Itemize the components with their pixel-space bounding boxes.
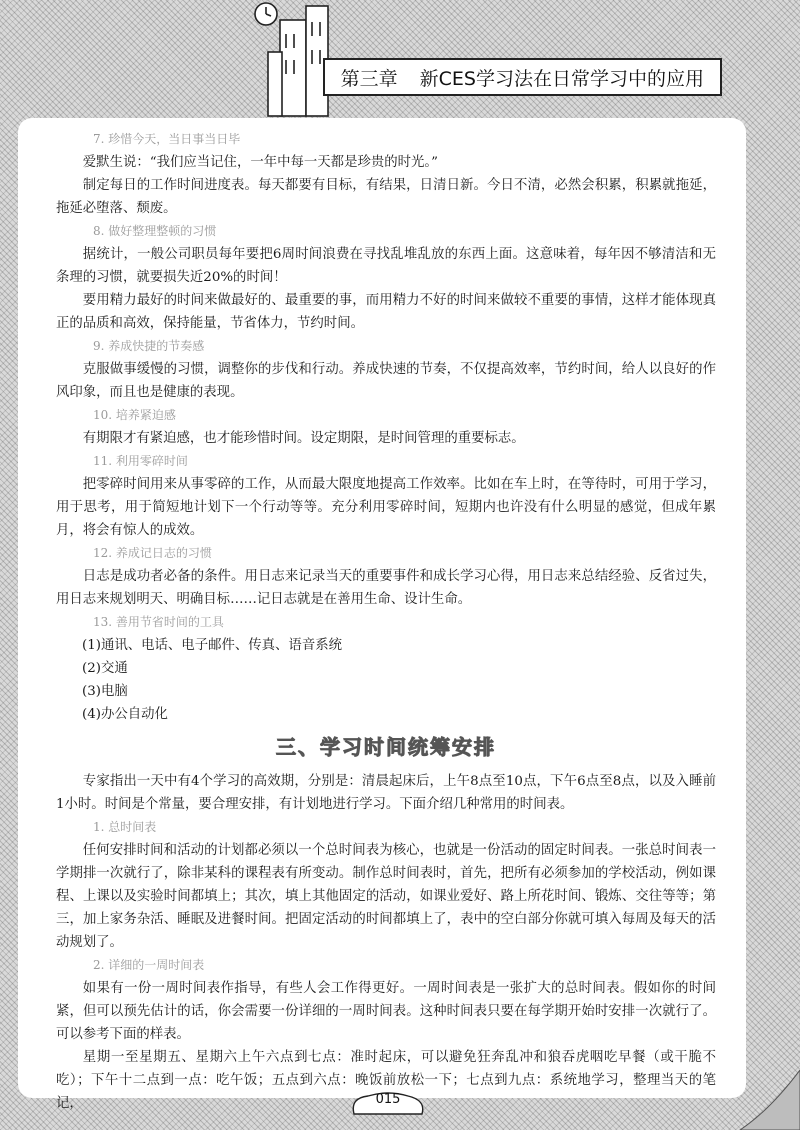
paragraph: 制定每日的工作时间进度表。每天都要有目标，有结果，日清日新。今日不清，必然会积累，积累就拖延，拖延必堕落、颓废。: [56, 178, 716, 216]
item-heading: 2. 详细的一周时间表: [93, 958, 205, 972]
list-item: (2)交通: [82, 661, 128, 676]
page-number: 015: [375, 1092, 401, 1107]
paragraph: 据统计，一般公司职员每年要把6周时间浪费在寻找乱堆乱放的东西上面。这意味着，每年因不够清洁和无条理的习惯，就要损失近20%的时间！: [56, 247, 716, 285]
item-heading: 13. 善用节省时间的工具: [93, 615, 224, 629]
paragraph: 有期限才有紧迫感，也才能珍惜时间。设定期限，是时间管理的重要标志。: [82, 431, 525, 446]
chapter-title: 新CES学习法在日常学习中的应用: [419, 67, 704, 90]
section-heading: 三、学习时间统筹安排: [276, 735, 496, 759]
item-heading: 9. 养成快捷的节奏感: [93, 339, 205, 353]
paragraph: 克服做事缓慢的习惯，调整你的步伐和行动。养成快速的节奏，不仅提高效率，节约时间，给人以良好的作风印象，而且也是健康的表现。: [56, 362, 716, 400]
list-item: (3)电脑: [82, 684, 128, 699]
list-item: (4)办公自动化: [82, 707, 168, 722]
item-heading: 8. 做好整理整顿的习惯: [93, 224, 217, 238]
item-heading: 1. 总时间表: [93, 820, 157, 834]
paragraph: 星期一至星期五、星期六上午六点到七点：准时起床，可以避免狂奔乱冲和狼吞虎咽吃早餐（或干脆不吃）；下午十二点到一点：吃午饭；五点到六点：晚饭前放松一下；七点到九点：系统地学习，整理当天的笔记，: [56, 1050, 716, 1111]
list-item: (1)通讯、电话、电子邮件、传真、语音系统: [82, 638, 342, 653]
paragraph: 爱默生说：“我们应当记住，一年中每一天都是珍贵的时光。”: [82, 155, 438, 170]
paragraph: 专家指出一天中有4个学习的高效期，分别是：清晨起床后，上午8点至10点，下午6点至8点，以及入睡前1小时。时间是个常量，要合理安排，有计划地进行学习。下面介绍几种常用的时间表。: [56, 774, 716, 812]
chapter-header: [323, 58, 722, 96]
page-curl-decoration: [730, 1070, 800, 1130]
item-heading: 7. 珍惜今天，当日事当日毕: [93, 132, 241, 146]
item-heading: 10. 培养紧迫感: [93, 408, 176, 422]
body-text: [56, 128, 716, 1115]
paragraph: 日志是成功者必备的条件。用日志来记录当天的重要事件和成长学习心得，用日志来总结经验、反省过失，用日志来规划明天、明确目标……记日志就是在善用生命、设计生命。: [56, 569, 716, 607]
item-heading: 12. 养成记日志的习惯: [93, 546, 212, 560]
chapter-label: 第三章: [340, 67, 398, 90]
paragraph: 把零碎时间用来从事零碎的工作，从而最大限度地提高工作效率。比如在车上时，在等待时，可用于学习，用于思考，用于简短地计划下一个行动等等。充分利用零碎时间，短期内也许没有什么明显的感觉，但成年累月，将会有惊人的成效。: [56, 477, 716, 538]
paragraph: 要用精力最好的时间来做最好的、最重要的事，而用精力不好的时间来做较不重要的事情，这样才能体现真正的品质和高效，保持能量，节省体力，节约时间。: [56, 293, 716, 331]
item-heading: 11. 利用零碎时间: [93, 454, 188, 468]
paragraph: 任何安排时间和活动的计划都必须以一个总时间表为核心，也就是一份活动的固定时间表。一张总时间表一学期排一次就行了，除非某科的课程表有所变动。制作总时间表时，首先，把所有必须参加的学校活动，例如课程、上课以及实验时间都填上；其次，填上其他固定的活动，如课业爱好、路上所花时间、锻炼、交往等等；第三，加上家务杂活、睡眠及进餐时间。把固定活动的时间都填上了，表中的空白部分你就可填入每周及每天的活动规划了。: [56, 843, 716, 950]
paragraph: 如果有一份一周时间表作指导，有些人会工作得更好。一周时间表是一张扩大的总时间表。假如你的时间紧，但可以预先估计的话，你会需要一份详细的一周时间表。这种时间表只要在每学期开始时安排一次就行了。可以参考下面的样表。: [56, 981, 716, 1042]
